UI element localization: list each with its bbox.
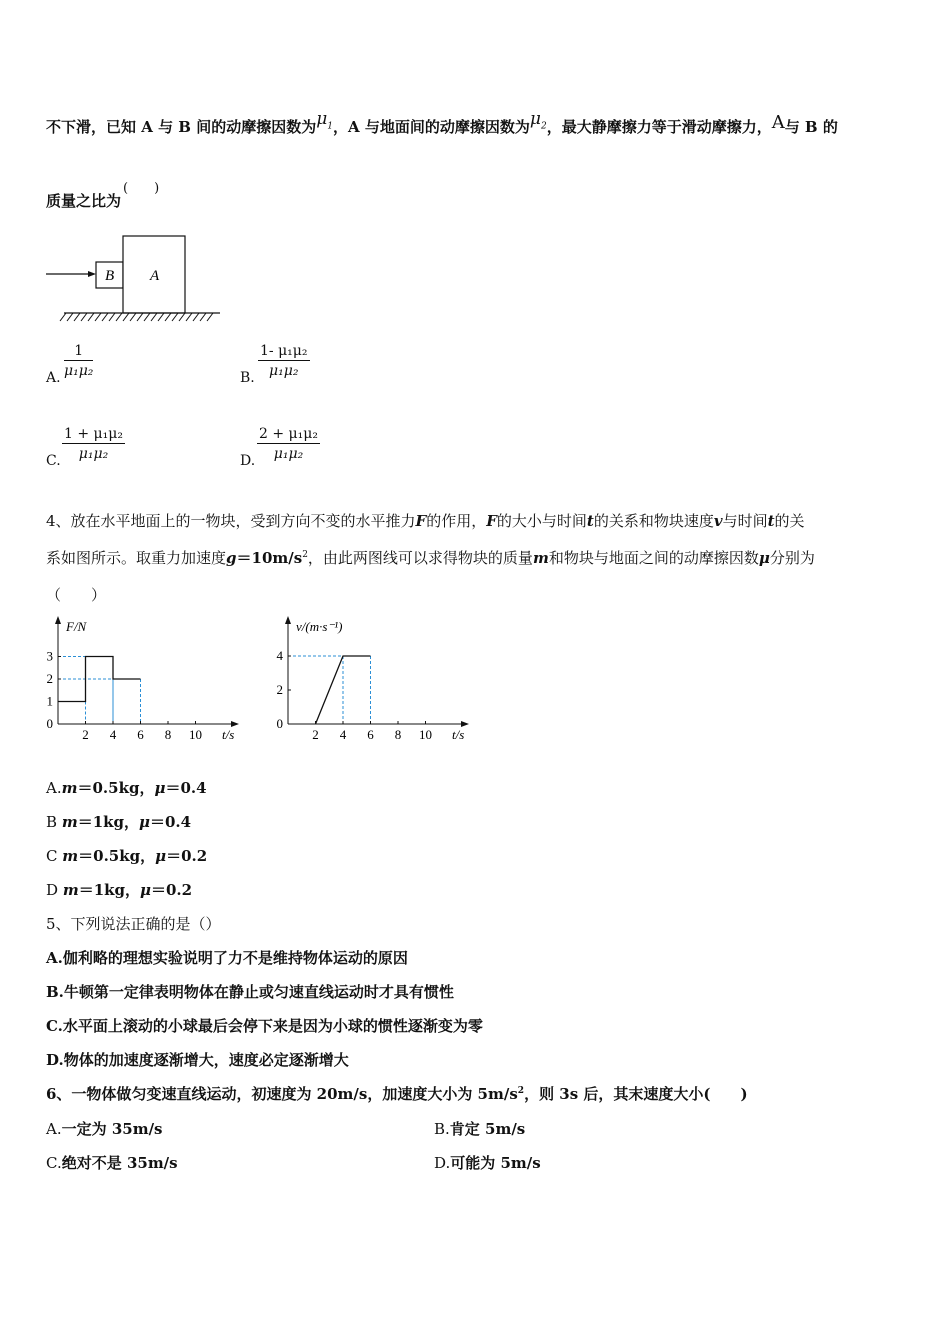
hatch-mark bbox=[67, 313, 73, 321]
hatch-mark bbox=[165, 313, 171, 321]
x-tick-label: 4 bbox=[339, 727, 347, 742]
q6-option-d[interactable]: D.可能为 5m/s bbox=[434, 1154, 541, 1172]
q3-option-c-den: μ₁μ₂ bbox=[78, 446, 109, 462]
y-tick-label: 3 bbox=[46, 648, 53, 664]
x-tick-label: 6 bbox=[137, 727, 144, 742]
force-time-chart bbox=[40, 612, 250, 747]
x-tick-label: 2 bbox=[312, 727, 319, 742]
hatch-mark bbox=[200, 313, 206, 321]
y-axis-arrow bbox=[55, 616, 61, 624]
x-axis-label: t/s bbox=[452, 727, 465, 742]
y-tick-label: 0 bbox=[46, 716, 53, 731]
q4-blank: （ ） bbox=[46, 586, 107, 604]
q3-option-b-den: μ₁μ₂ bbox=[269, 363, 299, 379]
x-tick-label: 6 bbox=[367, 727, 374, 742]
q3-option-c-label[interactable]: C. bbox=[46, 453, 61, 469]
push-arrow-head bbox=[88, 271, 96, 277]
hatch-mark bbox=[151, 313, 157, 321]
q5-option-c[interactable]: C.水平面上滚动的小球最后会停下来是因为小球的惯性逐渐变为零 bbox=[46, 1017, 483, 1035]
x-tick-label: 2 bbox=[82, 727, 89, 742]
q3-blank: ( ) bbox=[123, 181, 160, 196]
q3-option-b-num: 1- μ₁μ₂ bbox=[260, 343, 308, 359]
hatch-mark bbox=[137, 313, 143, 321]
q3-option-b-fraction[interactable] bbox=[258, 343, 310, 379]
hatch-mark bbox=[109, 313, 115, 321]
mu2-symbol: $\mu_2$ bbox=[529, 109, 547, 132]
q4-option-d[interactable]: D m＝1kg，μ＝0.2 bbox=[46, 881, 193, 899]
hatch-mark bbox=[158, 313, 164, 321]
q3-option-a-den: μ₁μ₂ bbox=[64, 363, 94, 379]
y-tick-label: 4 bbox=[276, 648, 283, 663]
q6-option-b[interactable]: B.肯定 5m/s bbox=[434, 1120, 526, 1138]
q3-a-symbol: A bbox=[771, 112, 785, 133]
q4-option-a[interactable]: A.m＝0.5kg，μ＝0.4 bbox=[46, 779, 207, 797]
q3-option-d-num: 2 + μ₁μ₂ bbox=[259, 426, 318, 442]
y-axis-arrow bbox=[285, 616, 291, 624]
block-b-label: B bbox=[105, 268, 115, 284]
q3-option-d-den: μ₁μ₂ bbox=[273, 446, 304, 462]
hatch-mark bbox=[193, 313, 199, 321]
q5-stem: 5、下列说法正确的是（） bbox=[46, 915, 221, 933]
hatch-mark bbox=[130, 313, 136, 321]
q4-option-b[interactable]: B m＝1kg，μ＝0.4 bbox=[46, 813, 192, 831]
x-tick-label: 10 bbox=[419, 727, 432, 742]
q5-option-d[interactable]: D.物体的加速度逐渐增大，速度必定逐渐增大 bbox=[46, 1051, 349, 1069]
q3-stem-line2 bbox=[46, 181, 160, 211]
q3-option-d-label[interactable]: D. bbox=[240, 453, 256, 469]
mu1-symbol: $\mu_1$ bbox=[316, 109, 334, 132]
q6-option-c[interactable]: C.绝对不是 35m/s bbox=[46, 1154, 178, 1172]
y-tick-label: 2 bbox=[276, 682, 283, 697]
hatch-mark bbox=[95, 313, 101, 321]
hatch-mark bbox=[116, 313, 122, 321]
q3-text-1: 不下滑，已知 A 与 B 间的动摩擦因数为 bbox=[46, 118, 317, 136]
hatch-mark bbox=[88, 313, 94, 321]
velocity-time-chart bbox=[270, 612, 480, 747]
hatch-mark bbox=[81, 313, 87, 321]
hatch-mark bbox=[179, 313, 185, 321]
y-tick-label: 1 bbox=[46, 693, 53, 709]
q4-stem-line2: 系如图所示。取重力加速度$g=10m/s^2$，由此两图线可以求得物块的质量m和物块与地面之间的动摩擦因数μ分别为 bbox=[46, 549, 815, 567]
q6-option-a[interactable]: A.一定为 35m/s bbox=[46, 1120, 163, 1138]
x-tick-label: 10 bbox=[189, 727, 202, 742]
q3-option-c-num: 1 + μ₁μ₂ bbox=[64, 426, 123, 442]
q6-stem: 6、一物体做匀变速直线运动，初速度为 20m/s，加速度大小为 $5m/s^2$，则 3s 后，其末速度大小( ) bbox=[46, 1085, 748, 1103]
hatch-mark bbox=[172, 313, 178, 321]
x-tick-label: 8 bbox=[164, 727, 172, 742]
q3-option-d-fraction[interactable] bbox=[257, 426, 320, 462]
q5-option-a[interactable]: A.伽利略的理想实验说明了力不是维持物体运动的原因 bbox=[46, 949, 408, 967]
q3-option-a-fraction[interactable] bbox=[64, 343, 93, 379]
hatch-mark bbox=[207, 313, 213, 321]
q3-stem-line1 bbox=[46, 109, 838, 139]
q3-option-b-label[interactable]: B. bbox=[240, 370, 255, 386]
q3-text-3: ，最大静摩擦力等于滑动摩擦力， bbox=[546, 118, 772, 136]
y-axis-label: F/N bbox=[66, 619, 87, 634]
q3-text-4: 与 B 的 bbox=[784, 118, 838, 136]
x-axis-label: t/s bbox=[222, 727, 235, 742]
q3-option-a-label[interactable]: A. bbox=[46, 370, 61, 386]
q4-option-c[interactable]: C m＝0.5kg，μ＝0.2 bbox=[46, 847, 208, 865]
hatch-mark bbox=[186, 313, 192, 321]
block-a-label: A bbox=[150, 268, 160, 284]
q3-text-5: 质量之比为 bbox=[46, 192, 122, 210]
q5-option-b[interactable]: B.牛顿第一定律表明物体在静止或匀速直线运动时才具有惯性 bbox=[46, 983, 454, 1001]
hatch-mark bbox=[144, 313, 150, 321]
hatch-mark bbox=[74, 313, 80, 321]
q3-option-c-fraction[interactable] bbox=[62, 426, 125, 462]
q3-text-2: ，A 与地面间的动摩擦因数为 bbox=[333, 118, 530, 136]
y-tick-label: 2 bbox=[46, 671, 53, 686]
x-tick-label: 4 bbox=[109, 727, 117, 742]
hatch-mark bbox=[60, 313, 66, 321]
q4-stem-line1: 4、放在水平地面上的一物块，受到方向不变的水平推力F的作用，F的大小与时间t的关系和物块速度v与时间t的关 bbox=[46, 512, 805, 530]
ground-hatch bbox=[60, 313, 213, 321]
blocks-diagram bbox=[44, 232, 224, 324]
hatch-mark bbox=[102, 313, 108, 321]
x-tick-label: 8 bbox=[394, 727, 402, 742]
q3-option-a-num: 1 bbox=[64, 343, 93, 361]
y-tick-label: 0 bbox=[276, 716, 283, 731]
hatch-mark bbox=[123, 313, 129, 321]
y-axis-label: v/(m·s⁻¹) bbox=[296, 619, 343, 634]
